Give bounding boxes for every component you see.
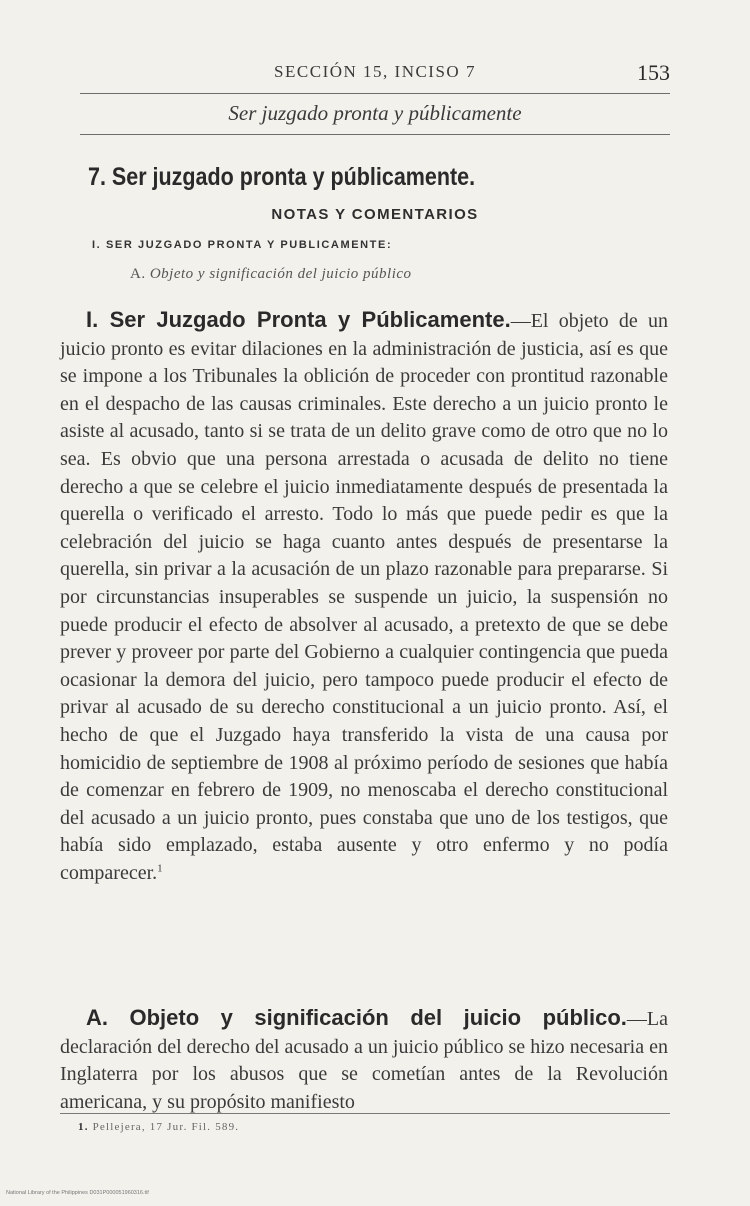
paragraph-1-lead: I. Ser Juzgado Pronta y Públicamente. <box>86 307 511 332</box>
running-subtitle: Ser juzgado pronta y públicamente <box>228 101 522 125</box>
page-number: 153 <box>637 60 670 85</box>
paragraph-1-text: —El objeto de un juicio pronto es evitar dilaciones en la administración de justicia, así es que se impone a los Tribunales la oblición de proceder con prontitud razonable en el despacho de las causas criminales. Este derecho a un juicio pronto le asiste al acusado, tanto si se trata de un delito grave como de otro que no lo sea. Es obvio que una persona arrestada o acusada de delito no tiene derecho a que se celebre el juicio inmediatamente después de presentada la querella o verificado el arresto. Todo lo más que puede pedir es que la celebración del juicio se haga cuanto antes después de presentarse la querella, sin privar a la acusación de un plazo razonable para prepararse. Si por circunstancias insuperables se suspende un juicio, la suspensión no puede producir el efecto de absolver al acusado, a pretexto de que se debe prever y proveer por parte del Gobierno a cualquier contingencia que pueda ocasionar la demora del juicio, pero tampoco puede producir el efecto de privar al acusado de su derecho constitucional a un juicio pronto. Así, el hecho de que el Juzgado haya transferido la vista de una causa por homicidio de septiembre de 1908 al próximo período de sesiones que había de comenzar en febrero de 1909, no menoscaba el derecho constitucional del acusado a un juicio pronto, pues constaba que uno de los testigos, que había sido emplazado, estaba ausente y otro enfermo y no podía comparecer. <box>60 310 669 884</box>
footnote-reference: 1 <box>157 862 163 875</box>
paragraph-1 <box>60 306 668 887</box>
section-heading: 7. Ser juzgado pronta y públicamente. <box>88 163 476 191</box>
scan-credit: National Library of the Philippines D031P000051960316.tif <box>6 1190 149 1196</box>
running-title: SECCIÓN 15, INCISO 7 <box>274 62 476 81</box>
paragraph-2-lead: A. Objeto y significación del juicio público. <box>86 1005 627 1030</box>
outline-item-a-marker: A. <box>130 266 146 282</box>
header-rule-top <box>80 93 670 94</box>
footnote-text: Pellejera, 17 Jur. Fil. 589. <box>92 1121 240 1133</box>
notes-heading: NOTAS Y COMENTARIOS <box>271 206 479 223</box>
footnote-rule <box>60 1113 670 1114</box>
outline-item-1: I. SER JUZGADO PRONTA Y PUBLICAMENTE: <box>92 239 393 251</box>
paragraph-2 <box>60 1004 668 1116</box>
outline-item-a-text: Objeto y significación del juicio público <box>149 266 412 282</box>
footnote-marker: 1. <box>78 1121 89 1133</box>
outline-item-a <box>130 266 412 283</box>
paragraph-2-text: —La declaración del derecho del acusado a un juicio público se hizo necesaria en Inglaterra por los abusos que se cometían antes de la Revolución americana, y su propósito manifiesto <box>60 1008 668 1113</box>
footnote <box>78 1121 239 1133</box>
running-head <box>80 60 670 90</box>
header-rule-bottom <box>80 134 670 135</box>
